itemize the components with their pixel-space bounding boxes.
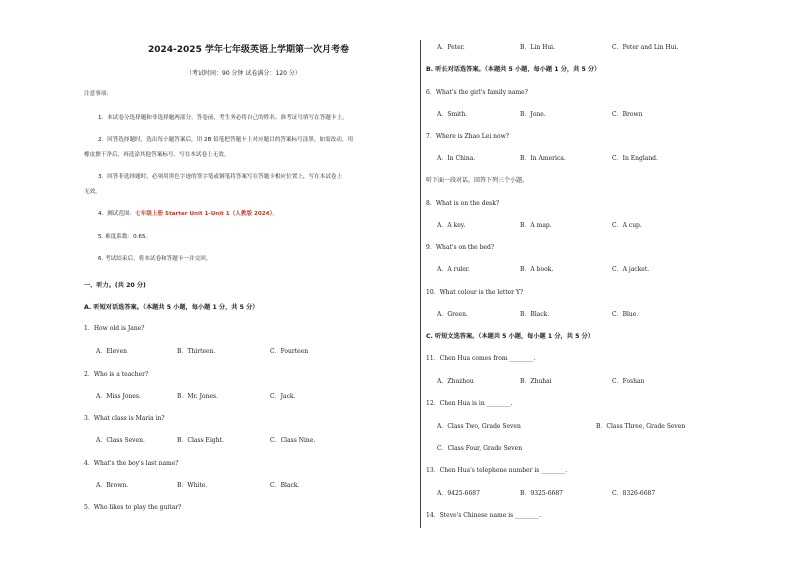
- note-item-2b: 橡皮擦干净后，再选涂其他答案标号。写在本试卷上无效。: [84, 152, 230, 158]
- q11-option-c: C．Foshan: [612, 378, 645, 385]
- column-divider: [420, 40, 421, 528]
- q10-option-b: B．Black.: [520, 311, 550, 318]
- q3-option-a: A．Class Seven.: [96, 437, 145, 444]
- question-2: 2．Who is a teacher?: [84, 371, 149, 378]
- note-item-2a: 2．回答选择题时，选出每小题答案后，用 2B 铅笔把答题卡上对应题目的答案标号涂黑。如需改动，用: [98, 137, 354, 143]
- q5-option-c: C．Peter and Lin Hui.: [612, 44, 679, 51]
- section-a-title: A. 听短对话选答案。（本题共 5 小题，每小题 1 分，共 5 分）: [84, 304, 259, 311]
- note-item-3b: 无效。: [84, 189, 101, 195]
- q13-option-a: A．9425-6687: [437, 490, 480, 497]
- q2-option-b: B．Mr. Jones.: [177, 393, 218, 400]
- question-11: 11．Chen Hua comes from ________.: [426, 355, 536, 362]
- q7-option-a: A．In China.: [437, 155, 476, 162]
- q8-option-c: C．A cup.: [612, 222, 642, 229]
- question-9: 9．What's on the bed?: [426, 244, 495, 251]
- question-12: 12．Chen Hua is in ________.: [426, 400, 513, 407]
- note-item-3a: 3．回答非选择题时，必须用黑色字迹的签字笔或钢笔将答案写在答题卡相应位置上，写在本试卷上: [98, 174, 343, 180]
- question-10: 10．What colour is the letter Y?: [426, 289, 524, 296]
- q3-option-c: C．Class Nine.: [270, 437, 316, 444]
- q5-option-b: B．Lin Hui.: [520, 44, 556, 51]
- question-5: 5．Who likes to play the guitar?: [84, 504, 182, 511]
- q13-option-b: B．9325-6687: [520, 490, 563, 497]
- question-6: 6．What's the girl's family name?: [426, 89, 528, 96]
- q7-option-c: C．In England.: [612, 155, 658, 162]
- q5-option-a: A．Peter.: [437, 44, 465, 51]
- q9-option-b: B．A book.: [520, 266, 554, 273]
- exam-title: 2024-2025 学年七年级英语上学期第一次月考卷: [148, 45, 349, 55]
- question-1: 1．How old is Jane?: [84, 325, 145, 332]
- instruction-b2: 听下面一段对话，回答下列三个小题。: [426, 177, 529, 184]
- q12-option-a: A．Class Two, Grade Seven: [437, 423, 521, 430]
- question-14: 14．Steve's Chinese name is ________.: [426, 512, 542, 519]
- q10-option-a: A．Green.: [437, 311, 468, 318]
- note-item-5: 5. 难度系数：0.65。: [98, 234, 152, 240]
- question-8: 8．What is on the desk?: [426, 200, 500, 207]
- note-item-6: 6. 考试结束后，将本试卷和答题卡一并交回。: [98, 256, 212, 262]
- question-13: 13．Chen Hua's telephone number is ________.: [426, 467, 568, 474]
- note-item-4: [98, 210, 278, 219]
- q13-option-c: C．8326-6687: [612, 490, 656, 497]
- test-scope: 七年级上册 Starter Unit 1-Unit 1（人教版 2024）: [135, 211, 273, 217]
- q4-option-a: A．Brown.: [96, 482, 129, 489]
- q4-option-b: B．White.: [177, 482, 208, 489]
- note-item-4-prefix: 4．测试范围：: [98, 211, 136, 217]
- q1-option-c: C．Fourteen: [270, 348, 309, 355]
- q9-option-c: C．A jacket.: [612, 266, 650, 273]
- exam-subtitle: （考试时间：90 分钟 试卷满分：120 分）: [186, 70, 301, 77]
- q6-option-a: A．Smith.: [437, 111, 468, 118]
- q6-option-c: C．Brown: [612, 111, 643, 118]
- q10-option-c: C．Blue.: [612, 311, 639, 318]
- q1-option-b: B．Thirteen.: [177, 348, 216, 355]
- question-7: 7．Where is Zhao Lei now?: [426, 133, 509, 140]
- q6-option-b: B．Jone.: [520, 111, 546, 118]
- notes-heading: 注意事项：: [84, 91, 112, 97]
- q12-option-c: C．Class Four, Grade Seven: [437, 445, 523, 452]
- q8-option-a: A．A key.: [437, 222, 466, 229]
- section-c-title: C. 听短文选答案。（本题共 5 小题，每小题 1 分，共 5 分）: [426, 333, 594, 340]
- listening-part-title: 一、听力。(共 20 分): [84, 282, 146, 289]
- q2-option-c: C．Jack.: [270, 393, 296, 400]
- q9-option-a: A．A ruler.: [437, 266, 470, 273]
- q3-option-b: B．Class Eight.: [177, 437, 224, 444]
- q8-option-b: B．A map.: [520, 222, 552, 229]
- q12-option-b: B．Class Three, Grade Seven: [596, 423, 686, 430]
- question-4: 4．What's the boy's last name?: [84, 460, 179, 467]
- note-item-1: 1．本试卷分选择题和非选择题两部分。答卷前，考生务必将自己的姓名、准考证号填写在答题卡上。: [98, 115, 348, 121]
- question-3: 3．What class is Maria in?: [84, 415, 165, 422]
- q11-option-b: B．Zhuhai: [520, 378, 552, 385]
- section-b-title: B. 听长对话选答案。（本题共 5 小题，每小题 1 分，共 5 分）: [426, 66, 601, 73]
- q1-option-a: A．Eleven: [96, 348, 127, 355]
- q2-option-a: A．Miss Jones.: [96, 393, 141, 400]
- q7-option-b: B．In America.: [520, 155, 566, 162]
- q4-option-c: C．Black.: [270, 482, 300, 489]
- note-item-4-suffix: 。: [272, 211, 278, 217]
- q11-option-a: A．Zhuzhou: [437, 378, 474, 385]
